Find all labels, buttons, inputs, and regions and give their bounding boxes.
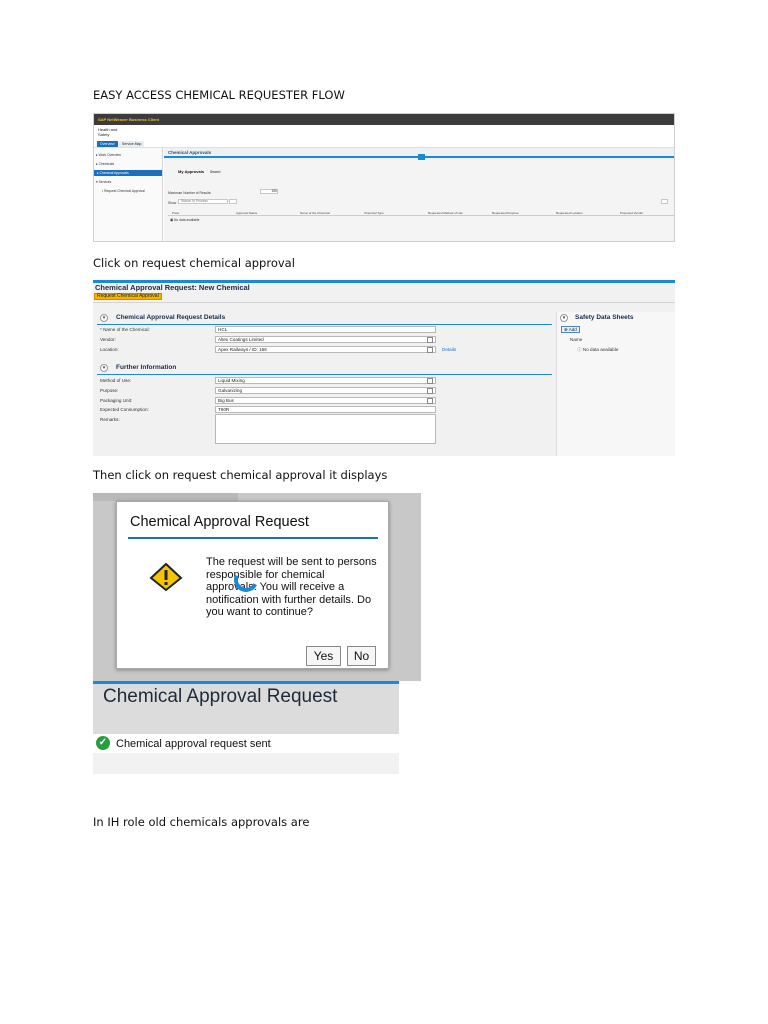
safety-section-title: Safety Data Sheets bbox=[575, 314, 634, 321]
field-label-vendor: Vendor: bbox=[100, 337, 116, 342]
sidebar-item-work-overview[interactable]: ▸ Work Overview bbox=[96, 153, 121, 157]
method-input[interactable]: Liquid Mixing bbox=[215, 377, 436, 384]
form-header: Chemical Approval Request: New Chemical bbox=[95, 283, 250, 292]
max-results-input[interactable]: 100 bbox=[260, 189, 278, 194]
screenshot-confirm-dialog bbox=[93, 493, 421, 681]
safety-data-sheets-panel bbox=[556, 312, 675, 456]
app-bar: SAP NetWeaver Business Client bbox=[94, 114, 674, 125]
field-label-purpose: Purpose: bbox=[100, 388, 119, 393]
sidebar-item-request-chemical-approval[interactable]: • Request Chemical Approval bbox=[102, 189, 145, 193]
location-input[interactable]: Apex Railways / ID: 166 bbox=[215, 346, 436, 353]
value-help-icon[interactable] bbox=[427, 347, 433, 353]
consumption-input[interactable]: T60R bbox=[215, 406, 436, 413]
screenshot-request-sent bbox=[93, 681, 399, 774]
doc-title: EASY ACCESS CHEMICAL REQUESTER FLOW bbox=[93, 88, 345, 102]
tab-bar bbox=[94, 139, 674, 148]
field-label-remarks: Remarks: bbox=[100, 417, 120, 422]
collapse-icon[interactable]: ▾ bbox=[560, 314, 568, 322]
step2-caption: Then click on request chemical approval it displays bbox=[93, 468, 388, 482]
add-button[interactable]: ⊕ Add bbox=[561, 326, 580, 333]
purpose-input[interactable]: Galvanizing bbox=[215, 387, 436, 394]
sidebar-item-chemical-approvals[interactable]: ▸ Chemical Approvals bbox=[94, 170, 162, 176]
confirmation-title: Chemical Approval Request bbox=[103, 686, 338, 707]
confirmation-message: Chemical approval request sent bbox=[116, 738, 271, 750]
sds-column-name: Name bbox=[570, 337, 583, 342]
main-title: Chemical Approvals bbox=[168, 150, 212, 155]
further-section-title: Further Information bbox=[116, 364, 177, 371]
collapse-icon[interactable]: ▾ bbox=[100, 314, 108, 322]
value-help-icon[interactable] bbox=[427, 378, 433, 384]
no-button[interactable]: No bbox=[347, 646, 376, 666]
main-area bbox=[164, 148, 674, 241]
sds-no-data: ⓘ No data available bbox=[577, 347, 619, 352]
field-label-packaging: Packaging Unit: bbox=[100, 398, 133, 403]
packaging-input[interactable]: Big Bus bbox=[215, 397, 436, 404]
sidebar bbox=[94, 148, 163, 241]
table-header: Prete Approval Status Name of the Chemical Chemical Type Requested Method of Use Requested Purpose Requested Location Proposed Vendor bbox=[168, 210, 674, 216]
field-label-consumption: Expected Consumption: bbox=[100, 407, 149, 412]
confirmation-message-row bbox=[93, 734, 399, 753]
screenshot-new-chemical-form bbox=[93, 280, 675, 456]
max-results-label: Maximum Number of Results: bbox=[168, 191, 212, 195]
field-label-name: * Name of the Chemical: bbox=[100, 327, 150, 332]
info-icon: ⓘ bbox=[577, 347, 582, 352]
confirm-dialog bbox=[116, 501, 389, 669]
checkmark-icon: ✓ bbox=[96, 736, 110, 750]
vendor-input[interactable]: Altex Coatings Limited bbox=[215, 336, 436, 343]
step1-caption: Click on request chemical approval bbox=[93, 256, 295, 270]
sidebar-item-services[interactable]: ▾ Services bbox=[96, 180, 112, 184]
value-help-icon[interactable] bbox=[427, 337, 433, 343]
remarks-textarea[interactable] bbox=[215, 414, 436, 444]
print-icon[interactable] bbox=[661, 199, 668, 204]
tab-my-approvals[interactable]: My Approvals bbox=[178, 169, 205, 174]
no-data-row: ▣ No data available bbox=[170, 218, 200, 222]
tab-search[interactable]: Search bbox=[210, 170, 221, 174]
dialog-title: Chemical Approval Request bbox=[130, 514, 309, 530]
warning-icon bbox=[149, 562, 183, 592]
status-dropdown-button[interactable] bbox=[229, 199, 237, 204]
field-label-method: Method of Use: bbox=[100, 378, 132, 383]
screenshot-chemical-approvals-list bbox=[93, 113, 675, 242]
tab-overview[interactable]: Overview bbox=[97, 141, 118, 147]
dialog-message: The request will be sent to persons responsible for chemical approvals. You will receive a notification with further details. Do you want to continue? bbox=[206, 556, 377, 618]
details-link[interactable]: Details bbox=[442, 347, 457, 352]
tab-service-map[interactable]: Service Map bbox=[119, 141, 144, 147]
yes-button[interactable]: Yes bbox=[306, 646, 341, 666]
sidebar-item-chemicals[interactable]: ▸ Chemicals bbox=[96, 162, 114, 166]
collapse-icon[interactable]: ▾ bbox=[100, 364, 108, 372]
request-chemical-approval-button[interactable]: Request Chemical Approval bbox=[94, 293, 162, 300]
chemical-name-input[interactable]: HCL bbox=[215, 326, 436, 333]
field-label-location: Location: bbox=[100, 347, 119, 352]
pane-title: Health and Safety bbox=[98, 127, 118, 137]
status-select[interactable]: Status: In Process bbox=[178, 199, 228, 204]
status-label: Show bbox=[168, 201, 177, 205]
step3-caption: In IH role old chemicals approvals are bbox=[93, 815, 310, 829]
details-section-title: Chemical Approval Request Details bbox=[116, 314, 226, 321]
value-help-icon[interactable] bbox=[427, 388, 433, 394]
value-help-icon[interactable] bbox=[427, 398, 433, 404]
